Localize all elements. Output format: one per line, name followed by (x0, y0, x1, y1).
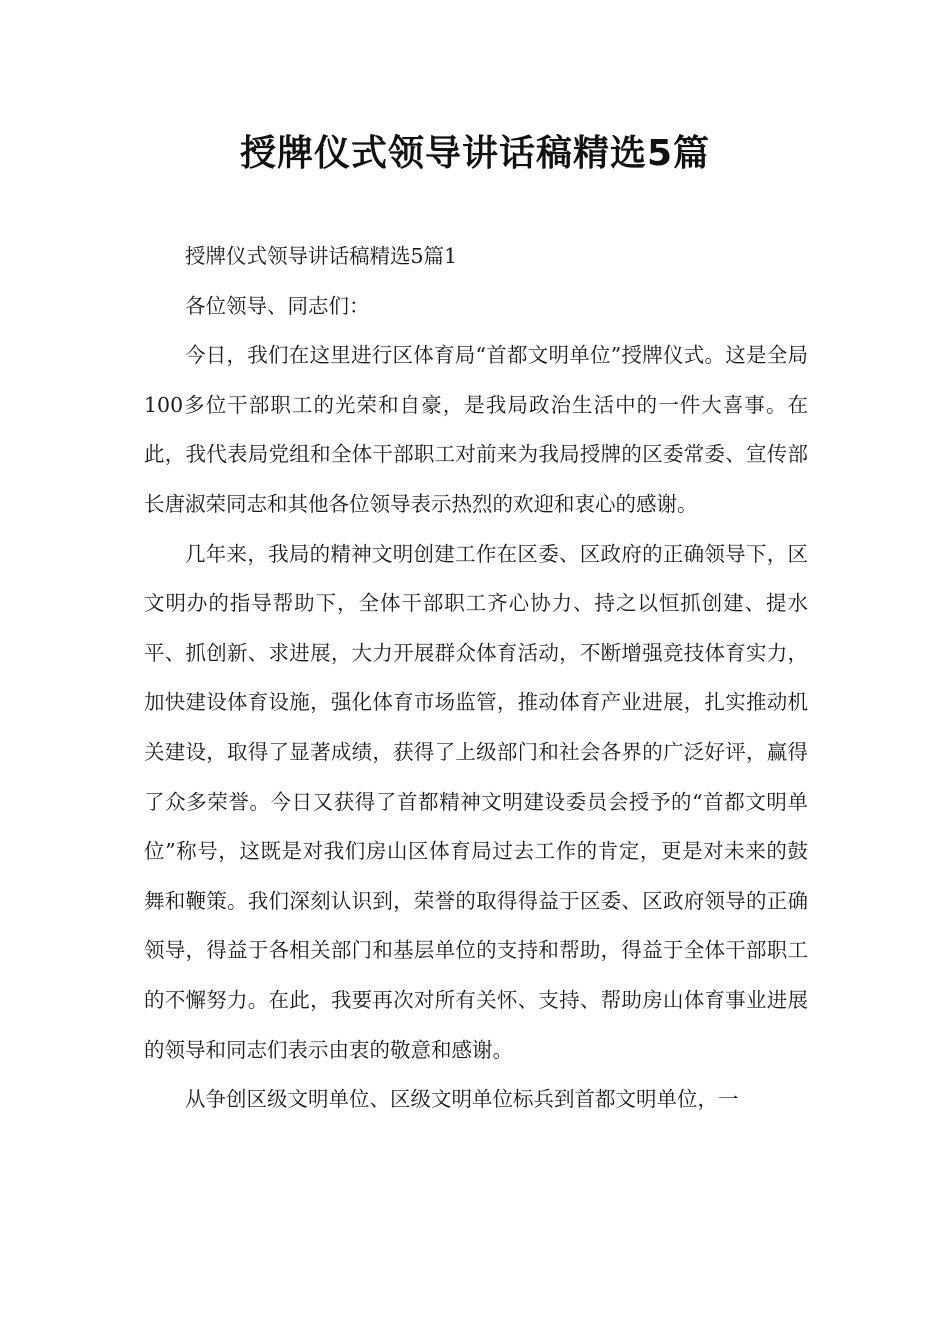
body-paragraph: 从争创区级文明单位、区级文明单位标兵到首都文明单位，一 (185, 1087, 739, 1112)
body-paragraph: 今日，我们在这里进行区体育局“首都文明单位”授牌仪式。这是全局100多位干部职工的光荣和自豪，是我局政治生活中的一件大喜事。在此，我代表局党组和全体干部职工对前来为我局授牌的区委常委、宣传部长唐淑荣同志和其他各位领导表示热烈的欢迎和衷心的感谢。 (144, 343, 808, 516)
body-paragraph: 几年来，我局的精神文明创建工作在区委、区政府的正确领导下，区文明办的指导帮助下，全体干部职工齐心协力、持之以恒抓创建、提水平、抓创新、求进展，大力开展群众体育活动，不断增强竞技体育实力，加快建设体育设施，强化体育市场监管，推动体育产业进展，扎实推动机关建设，取得了显著成绩，获得了上级部门和社会各界的广泛好评，赢得了众多荣誉。今日又获得了首都精神文明建设委员会授予的“首都文明单位”称号，这既是对我们房山区体育局过去工作的肯定，更是对未来的鼓舞和鞭策。我们深刻认识到，荣誉的取得得益于区委、区政府领导的正确领导，得益于各相关部门和基层单位的支持和帮助，得益于全体干部职工的不懈努力。在此，我要再次对所有关怀、支持、帮助房山体育事业进展的领导和同志们表示由衷的敬意和感谢。 (144, 541, 808, 1062)
document-body (144, 232, 808, 1125)
document-title: 授牌仪式领导讲话稿精选5篇 (239, 133, 711, 174)
section-heading: 授牌仪式领导讲话稿精选5篇1 (185, 244, 458, 268)
salutation: 各位领导、同志们： (185, 293, 370, 318)
